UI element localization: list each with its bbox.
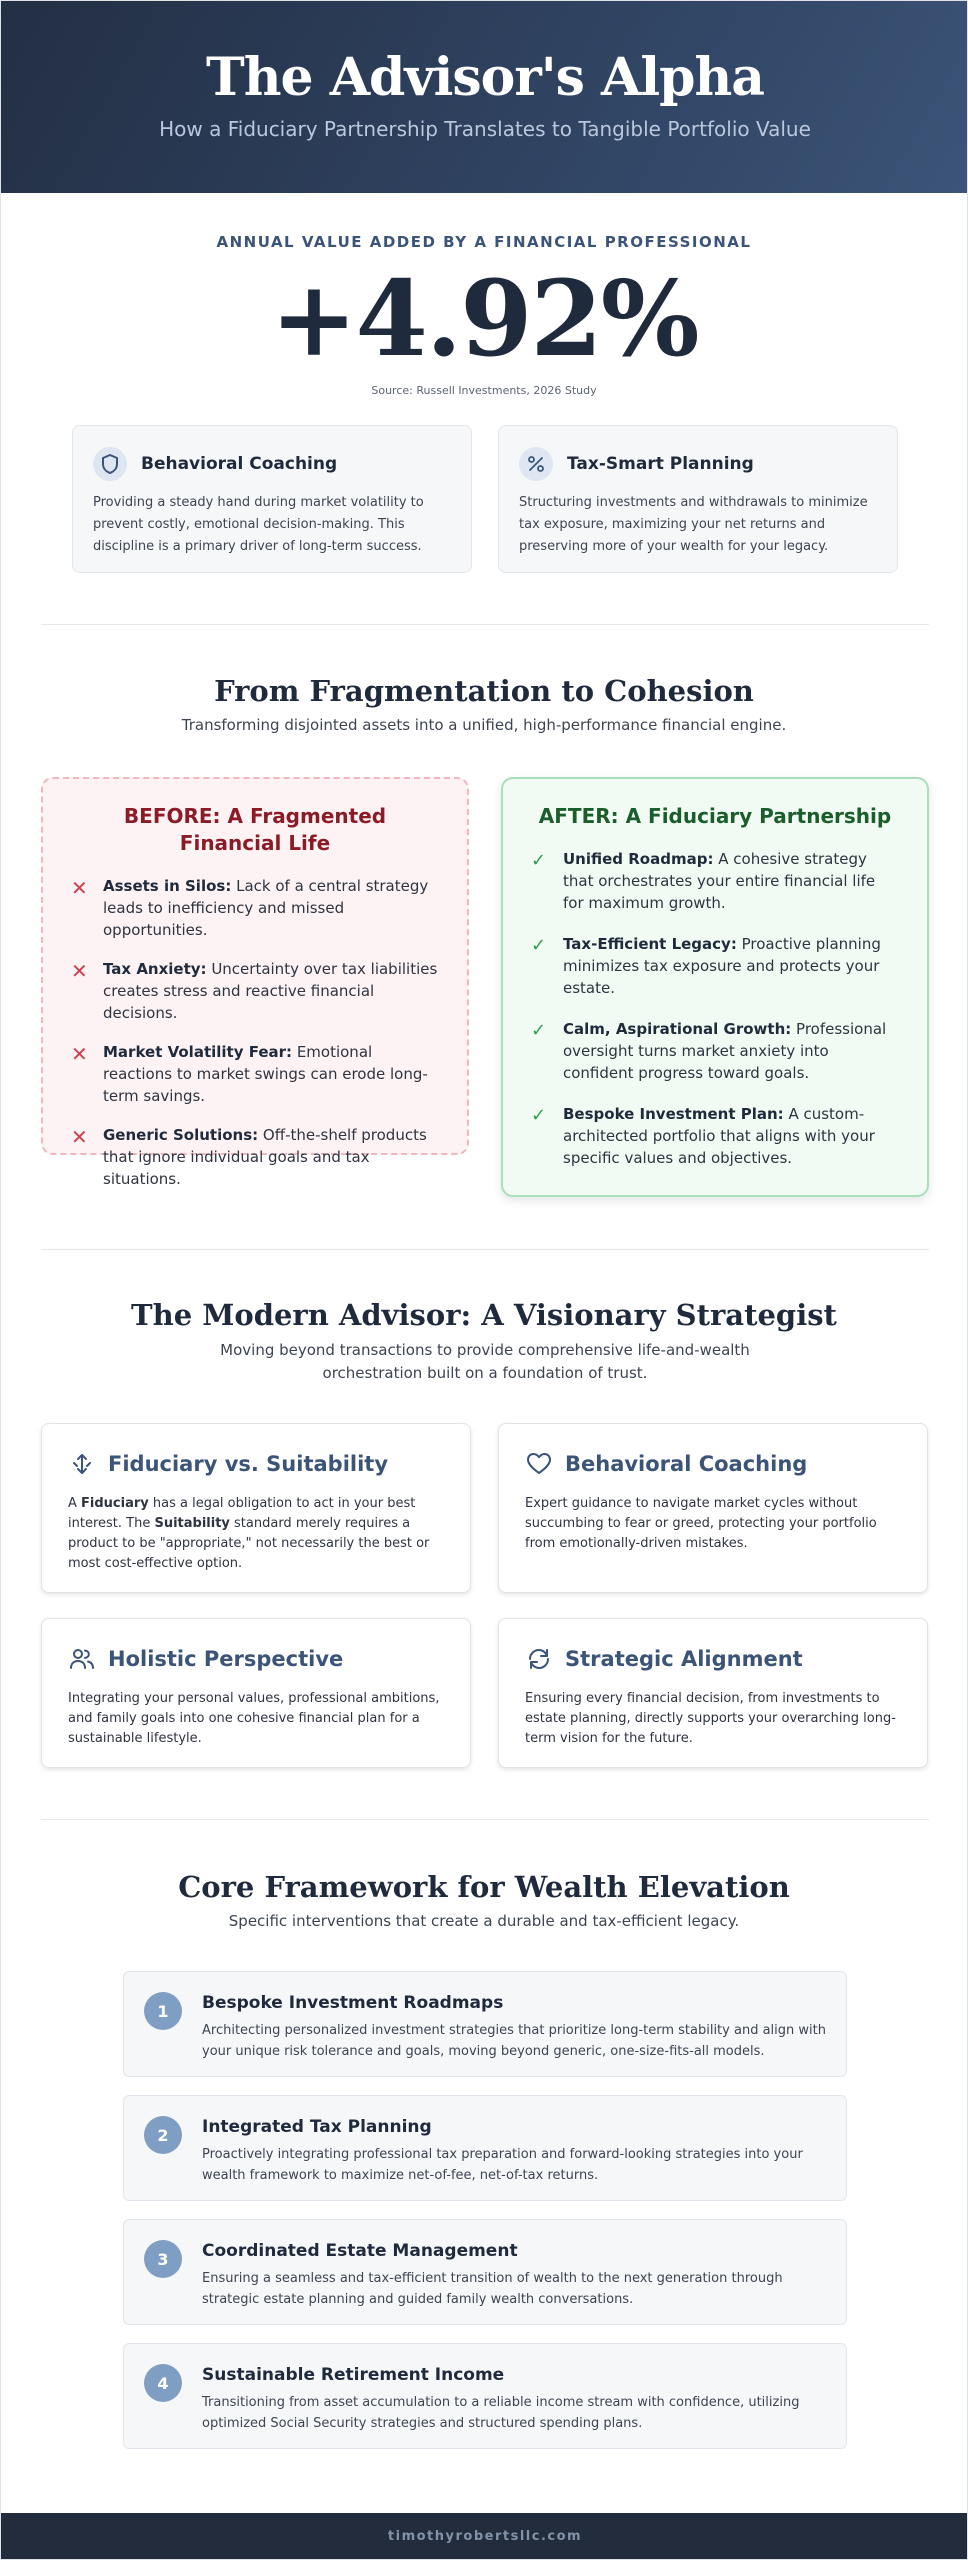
value-card-title: Tax-Smart Planning [567,454,754,474]
check-icon: ✓ [531,1020,547,1041]
advisor-title: The Modern Advisor: A Visionary Strategist [131,1298,837,1332]
list-item [71,875,439,941]
x-icon: ✕ [71,959,88,983]
item-text: A cohesive strategy that orchestrates your entire financial life for maximum growth. [563,850,876,912]
advisor-card-holistic [41,1618,471,1768]
advisor-card-text: Ensuring every financial decision, from investments to estate planning, directly supports your overarching long-term vision for the future. [525,1691,896,1746]
framework-step [123,2219,847,2325]
step-text: Proactively integrating professional tax preparation and forward-looking strategies into your wealth framework to maximize net-of-fee, net-of-tax returns. [202,2147,803,2183]
framework-title: Core Framework for Wealth Elevation [178,1870,790,1904]
hero-banner [1,1,968,193]
fragmentation-subtitle: Transforming disjointed assets into a unified, high-performance financial engine. [181,716,787,734]
item-text: A custom-architected portfolio that aligns with your specific values and objectives. [563,1105,875,1167]
x-icon: ✕ [71,1042,88,1066]
advisor-card-behavioral [498,1423,928,1593]
section-divider [41,624,929,625]
step-text: Architecting personalized investment strategies that prioritize long-term stability and align with your unique risk tolerance and goals, moving beyond generic, one-size-fits-all models. [202,2023,826,2059]
percent-icon [519,447,553,481]
check-icon: ✓ [531,935,547,956]
value-eyebrow: ANNUAL VALUE ADDED BY A FINANCIAL PROFESSIONAL [216,233,752,251]
after-title: AFTER: A Fiduciary Partnership [538,804,892,828]
framework-step [123,1971,847,2077]
users-icon [68,1645,96,1673]
fragmentation-title: From Fragmentation to Cohesion [214,674,754,708]
item-text: Off-the-shelf products that ignore individual goals and tax situations. [103,1126,427,1188]
item-label: Tax-Efficient Legacy: [563,935,737,953]
section-divider [41,1249,929,1250]
item-text: Uncertainty over tax liabilities creates stress and reactive financial decisions. [103,960,438,1022]
item-label: Assets in Silos: [103,877,232,895]
value-source: Source: Russell Investments, 2026 Study [371,384,597,397]
list-item [71,1041,439,1107]
list-item [531,1018,899,1084]
value-card-text: Providing a steady hand during market volatility to prevent costly, emotional decision-making. This discipline is a primary driver of long-term success. [93,495,424,554]
check-icon: ✓ [531,1105,547,1126]
page-subtitle: How a Fiduciary Partnership Translates to Tangible Portfolio Value [159,117,811,141]
step-text: Ensuring a seamless and tax-efficient transition of wealth to the next generation through strategic estate planning and guided family wealth conversations. [202,2271,783,2307]
value-card-text: Structuring investments and withdrawals to minimize tax exposure, maximizing your net returns and preserving more of your wealth for your legacy. [519,495,868,554]
advisor-card-text: A Fiduciary has a legal obligation to act in your best interest. The Suitability standard merely requires a product to be "appropriate," not necessarily the best or most cost-effective option. [68,1496,430,1571]
before-panel [41,777,469,1188]
refresh-icon [525,1645,553,1673]
list-item [531,1103,899,1169]
advisor-card-title: Behavioral Coaching [565,1452,808,1476]
list-item [71,958,439,1024]
footer [1,2513,968,2560]
advisor-card-text: Integrating your personal values, professional ambitions, and family goals into one cohesive financial plan for a sustainable lifestyle. [68,1691,440,1746]
section-divider [41,1819,929,1820]
item-label: Tax Anxiety: [103,960,207,978]
value-card-behavioral [72,425,472,573]
check-icon: ✓ [531,850,547,871]
value-figure: +4.92% [270,257,698,380]
before-title: BEFORE: A Fragmented Financial Life [123,804,387,855]
step-number: 3 [144,2240,182,2278]
step-text: Transitioning from asset accumulation to a reliable income stream with confidence, utilizing optimized Social Security strategies and structured spending plans. [202,2395,800,2431]
step-title: Bespoke Investment Roadmaps [202,1993,504,2013]
after-panel [501,777,929,1197]
shield-icon [93,447,127,481]
item-label: Bespoke Investment Plan: [563,1105,784,1123]
heart-icon [525,1450,553,1478]
item-label: Unified Roadmap: [563,850,714,868]
framework-step [123,2343,847,2449]
item-label: Market Volatility Fear: [103,1043,293,1061]
after-list [531,848,899,1169]
value-card-tax [498,425,898,573]
advisor-card-text: Expert guidance to navigate market cycles without succumbing to fear or greed, protecting your portfolio from emotionally-driven mistakes. [525,1496,877,1551]
advisor-card-title: Strategic Alignment [565,1647,803,1671]
item-text: Lack of a central strategy leads to inefficiency and missed opportunities. [103,877,429,939]
before-list [71,875,439,1190]
item-label: Generic Solutions: [103,1126,259,1144]
step-number: 2 [144,2116,182,2154]
value-card-title: Behavioral Coaching [141,454,338,474]
footer-link[interactable]: timothyrobertsllc.com [387,2529,583,2544]
x-icon: ✕ [71,1125,88,1149]
advisor-card-title: Holistic Perspective [108,1647,344,1671]
step-number: 4 [144,2364,182,2402]
advisor-subtitle: Moving beyond transactions to provide comprehensive life-and-wealth orchestration built on a foundation of trust. [220,1341,750,1382]
advisor-card-fiduciary [41,1423,471,1593]
list-item [531,933,899,999]
scale-arrows-icon [68,1450,96,1478]
item-text: Emotional reactions to market swings can erode long-term savings. [103,1043,428,1105]
list-item [71,1124,439,1190]
step-number: 1 [144,1992,182,2030]
list-item [531,848,899,914]
advisor-card-title: Fiduciary vs. Suitability [108,1452,389,1476]
step-title: Coordinated Estate Management [202,2241,518,2261]
x-icon: ✕ [71,876,88,900]
item-text: Professional oversight turns market anxiety into confident progress toward goals. [563,1020,887,1082]
framework-subtitle: Specific interventions that create a durable and tax-efficient legacy. [228,1912,740,1930]
item-label: Calm, Aspirational Growth: [563,1020,792,1038]
advisor-card-alignment [498,1618,928,1768]
step-title: Sustainable Retirement Income [202,2365,505,2385]
step-title: Integrated Tax Planning [202,2117,432,2137]
framework-step [123,2095,847,2201]
item-text: Proactive planning minimizes tax exposure and protects your estate. [563,935,881,997]
page-title: The Advisor's Alpha [206,47,764,108]
